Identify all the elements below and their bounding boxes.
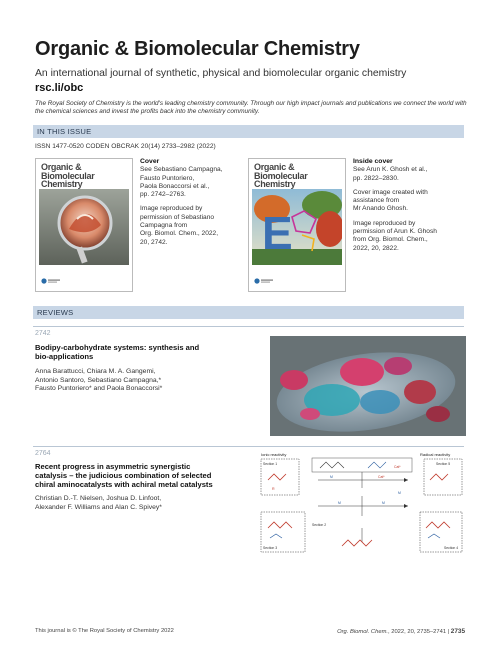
article-title[interactable]: Recent progress in asymmetric synergistic catalysis – the judicious combination of selected chiral aminocatalysts with achiral metal catalysts (35, 462, 213, 490)
divider (33, 446, 464, 447)
synergistic-catalysis-scheme (258, 450, 466, 558)
svg-text:Section 2: Section 2 (312, 523, 327, 527)
svg-text:M: M (398, 491, 401, 495)
svg-text:E: E (262, 207, 293, 259)
cover-heading: Cover (140, 158, 160, 165)
cover-thumb-footer (41, 269, 42, 272)
rsc-logo-icon (41, 277, 61, 285)
rsc-logo-icon (254, 277, 274, 285)
inside-cover-thumb-footer (254, 269, 255, 272)
cover-thumbnail[interactable] (35, 158, 133, 292)
in-this-issue-label: IN THIS ISSUE (37, 127, 92, 136)
svg-text:R: R (272, 487, 275, 491)
article-authors: Anna Barattucci, Chiara M. A. Gangemi, Antonio Santoro, Sebastiano Campagna,* Fausto Puntoriero* and Paola Bonaccorsi* (35, 368, 163, 393)
article-authors: Christian D.-T. Nielsen, Joshua D. Linfoot, Alexander F. Williams and Alan C. Spivey* (35, 495, 162, 511)
svg-text:Section 1: Section 1 (263, 462, 278, 466)
reviews-label: REVIEWS (37, 308, 74, 317)
reviews-band (33, 306, 464, 319)
svg-text:M: M (338, 501, 341, 505)
in-this-issue-band (33, 125, 464, 138)
issn-line: ISSN 1477-0520 CODEN OBCRAK 20(14) 2733–2982 (2022) (35, 143, 216, 150)
svg-text:Section 4: Section 4 (444, 546, 459, 550)
divider (33, 326, 464, 327)
bodipy-graphical-abstract (270, 336, 466, 436)
page-number: 2735 (450, 628, 465, 635)
svg-text:Cat*: Cat* (378, 475, 385, 479)
svg-text:Section 5: Section 5 (436, 462, 451, 466)
svg-text:Cat*: Cat* (394, 465, 401, 469)
svg-text:M: M (330, 475, 333, 479)
inside-cover-caption: Inside cover See Arun K. Ghosh et al., pp. 2822–2830. Cover image created with assistance from Mr Anando Ghosh. Image reproduced by permission of Arun K. Ghosh from Org. Biomol. Chem., 2022, 20, 2822. (353, 158, 465, 259)
article-title[interactable]: Bodipy-carbohydrate systems: synthesis and bio-applications (35, 343, 200, 362)
article-page-number: 2764 (35, 450, 51, 457)
journal-subtitle: An international journal of synthetic, physical and biomolecular organic chemistry (35, 68, 407, 79)
citation-line: Org. Biomol. Chem., 2022, 20, 2735–2741 | 2735 (337, 628, 465, 635)
cover-image-magnifier (39, 189, 129, 265)
scheme-ionic-label: Ionic reactivity (261, 452, 287, 457)
article-page-number: 2742 (35, 330, 51, 337)
cover-thumb-title: Organic & Biomolecular Chemistry (41, 162, 95, 190)
journal-url[interactable]: rsc.li/obc (35, 82, 84, 94)
journal-title: Organic & Biomolecular Chemistry (35, 38, 360, 60)
inside-cover-thumb-title: Organic & Biomolecular Chemistry (254, 162, 308, 190)
inside-cover-image-letter-e (252, 189, 342, 265)
inside-cover-heading: Inside cover (353, 158, 393, 165)
cover-caption: Cover See Sebastiano Campagna, Fausto Puntoriero, Paola Bonaccorsi et al., pp. 2742–2763. Image reproduced by permission of Sebastiano Campagna from Org. Biomol. Chem., 2022, 20, 2742. (140, 158, 235, 253)
svg-text:Section 3: Section 3 (263, 546, 278, 550)
rsc-blurb: The Royal Society of Chemistry is the world's leading chemistry community. Through our high impact journals and publications we connect the world with the chemical sciences and invest the profits back into the chemistry community. (35, 100, 467, 116)
copyright-line: This journal is © The Royal Society of Chemistry 2022 (35, 628, 174, 634)
scheme-radical-label: Radical reactivity (420, 452, 451, 457)
svg-text:M: M (382, 501, 385, 505)
inside-cover-thumbnail[interactable] (248, 158, 346, 292)
